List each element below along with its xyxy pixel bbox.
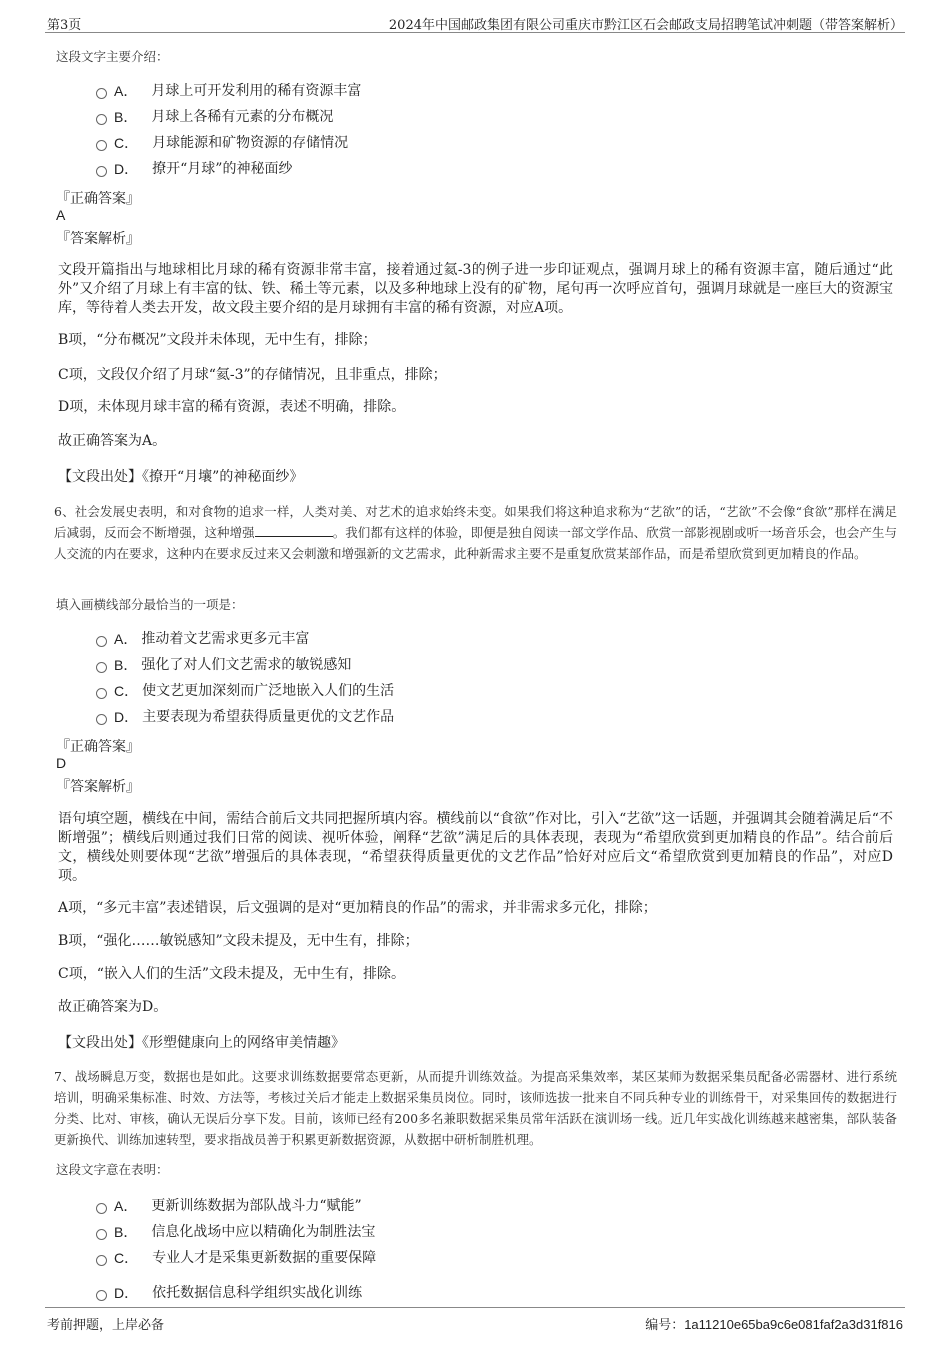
radio-icon[interactable] <box>96 1229 107 1240</box>
q6-prompt: 填入画横线部分最恰当的一项是： <box>56 597 244 612</box>
q6-analysis-label: 『答案解析』 <box>56 779 140 795</box>
page-footer <box>45 1307 905 1334</box>
radio-icon[interactable] <box>96 88 107 99</box>
radio-icon[interactable] <box>96 1290 107 1301</box>
q6-option-d[interactable]: D． 主要表现为希望获得质量更优的文艺作品 <box>96 706 394 728</box>
radio-icon[interactable] <box>96 688 107 699</box>
q5-analysis-label: 『答案解析』 <box>56 231 140 247</box>
q6-option-b[interactable]: B． 强化了对人们文艺需求的敏锐感知 <box>96 654 351 676</box>
q5-option-b[interactable]: B． 月球上各稀有元素的分布概况 <box>96 106 333 128</box>
q5-analysis-b: B项，“分布概况”文段并未体现，无中生有，排除； <box>58 332 377 348</box>
document-title: 2024年中国邮政集团有限公司重庆市黔江区石会邮政支局招聘笔试冲刺题（带答案解析） <box>388 18 903 33</box>
q6-analysis-b: B项，“强化……敏锐感知”文段未提及，无中生有，排除； <box>58 933 419 949</box>
q6-analysis-a: A项，“多元丰富”表述错误，后文强调的是对“更加精良的作品”的需求，并非需求多元化，排除； <box>58 900 657 916</box>
fill-blank <box>255 524 333 537</box>
radio-icon[interactable] <box>96 1203 107 1214</box>
radio-icon[interactable] <box>96 140 107 151</box>
q5-analysis-d: D项，未体现月球丰富的稀有资源，表述不明确，排除。 <box>58 399 406 415</box>
radio-icon[interactable] <box>96 114 107 125</box>
q5-source: 【文段出处】《撩开“月壤”的神秘面纱》 <box>58 469 304 485</box>
q6-answer-label: 『正确答案』 <box>56 739 140 755</box>
q6-stem: 6、社会发展史表明，和对食物的追求一样，人类对美、对艺术的追求始终未变。如果我们将这种追求称为“艺欲”的话，“艺欲”不会像“食欲”那样在满足后减弱，反而会不断增强，这种增强 。我们都有这样的体验，即便是独自阅读一部文学作品、欣赏一部影视剧或听一场音乐会，也会产生与人交流的内在要求，这种内在要求反过来又会刺激和增强新的文艺需求，此种新需求主要不是重复欣赏某部作品，而是希望欣赏到更加精良的作品。 <box>54 504 897 561</box>
footer-slogan: 考前押题，上岸必备 <box>47 1318 165 1333</box>
q7-option-d[interactable]: D． 依托数据信息科学组织实战化训练 <box>96 1282 362 1304</box>
radio-icon[interactable] <box>96 1255 107 1266</box>
q5-analysis-c: C项，文段仅介绍了月球“氦-3”的存储情况，且非重点，排除； <box>58 367 447 383</box>
q6-conclusion: 故正确答案为D。 <box>58 999 168 1015</box>
q6-answer: D <box>56 755 67 771</box>
page-number: 第3页 <box>47 18 82 33</box>
q7-prompt: 这段文字意在表明： <box>56 1162 169 1177</box>
radio-icon[interactable] <box>96 166 107 177</box>
q7-option-b[interactable]: B． 信息化战场中应以精确化为制胜法宝 <box>96 1221 375 1243</box>
q5-option-d[interactable]: D． 撩开“月球”的神秘面纱 <box>96 158 292 180</box>
q5-conclusion: 故正确答案为A。 <box>58 433 167 449</box>
q7-option-a[interactable]: A． 更新训练数据为部队战斗力“赋能” <box>96 1195 362 1217</box>
q6-option-a[interactable]: A． 推动着文艺需求更多元丰富 <box>96 628 309 650</box>
q7-option-c[interactable]: C． 专业人才是采集更新数据的重要保障 <box>96 1247 376 1269</box>
page-header <box>45 10 905 33</box>
q5-option-a[interactable]: A． 月球上可开发利用的稀有资源丰富 <box>96 80 361 102</box>
q7-stem: 7、战场瞬息万变，数据也是如此。这要求训练数据要常态更新，从而提升训练效益。为提高采集效率，某区某师为数据采集员配备必需器材、进行系统培训，明确采集标准、时效、方法等，考核过关后才能走上数据采集员岗位。同时，该师选拔一批来自不同兵种专业的训练骨干，对采集回传的数据进行分类、比对、审核，确认无误后分享下发。目前，该师已经有200多名兼职数据采集员常年活跃在演训场一线。近几年实战化训练越来越密集，部队装备更新换代、训练加速转型，要求指战员善于积累更新数据资源，从数据中研析制胜机理。 <box>54 1069 897 1147</box>
q6-option-c[interactable]: C． 使文艺更加深刻而广泛地嵌入人们的生活 <box>96 680 394 702</box>
radio-icon[interactable] <box>96 662 107 673</box>
q5-option-c[interactable]: C． 月球能源和矿物资源的存储情况 <box>96 132 348 154</box>
radio-icon[interactable] <box>96 636 107 647</box>
radio-icon[interactable] <box>96 714 107 725</box>
q5-answer: A <box>56 207 66 223</box>
document-code: 编号：1a11210e65ba9c6e081faf2a3d31f816 <box>645 1317 903 1332</box>
q6-analysis-main: 语句填空题，横线在中间，需结合前后文共同把握所填内容。横线前以“食欲”作对比，引入“艺欲”这一话题，并强调其会随着满足后“不断增强”；横线后则通过我们日常的阅读、视听体验，阐释“艺欲”满足后的具体表现，表现为“希望欣赏到更加精良的作品”。结合前后文，横线处则要体现“艺欲”增强后的具体表现，“希望获得质量更优的文艺作品”恰好对应后文“希望欣赏到更加精良的作品”，对应D项。 <box>58 811 893 884</box>
q6-source: 【文段出处】《形塑健康向上的网络审美情趣》 <box>58 1035 345 1051</box>
q5-analysis-main: 文段开篇指出与地球相比月球的稀有资源非常丰富，接着通过氦-3的例子进一步印证观点，强调月球上的稀有资源丰富，随后通过“此外”又介绍了月球上有丰富的钛、铁、稀土等元素，以及多种地球上没有的矿物，尾句再一次呼应首句，强调月球就是一座巨大的资源宝库，等待着人类去开发，故文段主要介绍的是月球拥有丰富的稀有资源，对应A项。 <box>58 262 893 316</box>
q6-analysis-c: C项，“嵌入人们的生活”文段未提及，无中生有，排除。 <box>58 966 406 982</box>
q5-answer-label: 『正确答案』 <box>56 191 140 207</box>
q5-prompt: 这段文字主要介绍： <box>56 49 169 64</box>
